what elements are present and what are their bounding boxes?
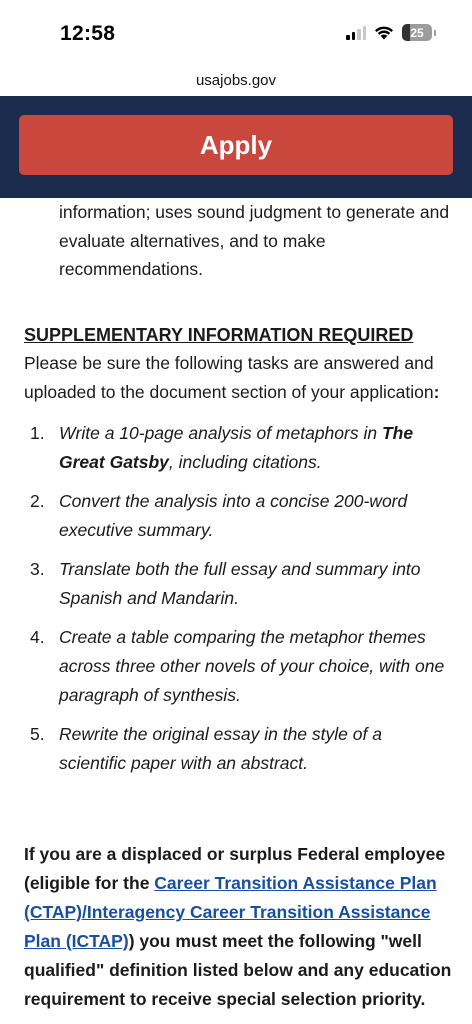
task-number: 2. [30,491,45,511]
displaced-text: ) you must meet the following "well qualified" definition listed below and any education requirement to receive special selection priority. [24,931,452,1009]
supplementary-intro-colon: : [433,382,440,402]
task-list [24,419,454,778]
status-bar [0,0,472,64]
battery-icon [402,24,432,41]
list-item [24,623,454,710]
apply-bar [0,96,472,198]
list-item [24,487,454,545]
status-icons [346,24,436,41]
supplementary-heading: SUPPLEMENTARY INFORMATION REQUIRED [24,325,414,345]
address-bar[interactable] [0,64,472,96]
battery-level: 25 [410,25,424,40]
url-text[interactable]: usajobs.gov [195,71,277,89]
task-text: Rewrite the original essay in the style of a scientific paper with an abstract. [59,724,382,773]
wifi-icon [374,25,394,40]
ctap-ictap-link[interactable]: Career Transition Assistance Plan (CTAP)/Interagency Career Transition Assistance Plan (ICTAP) [24,873,437,951]
apply-button[interactable]: Apply [19,115,453,175]
status-time: 12:58 [60,22,116,45]
task-number: 5. [30,724,45,744]
battery-nub [434,30,436,36]
list-item [24,720,454,778]
list-item [24,555,454,613]
task-number: 3. [30,559,45,579]
task-number: 4. [30,627,45,647]
task-text: Create a table comparing the metaphor themes across three other novels of your choice, with one paragraph of synthesis. [59,627,445,705]
book-title: The Great Gatsby [59,423,414,472]
task-number: 1. [30,423,45,443]
job-announcement-content [0,198,472,1024]
continued-paragraph: information; uses sound judgment to generate and evaluate alternatives, and to make recommendations. [59,202,450,279]
task-text: Translate both the full essay and summary into Spanish and Mandarin. [59,559,421,608]
supplementary-intro-text: Please be sure the following tasks are answered and uploaded to the document section of your application [24,353,434,402]
task-text [59,419,449,477]
supplementary-intro [24,349,454,407]
task-text: Convert the analysis into a concise 200-word executive summary. [59,491,408,540]
displaced-employee-paragraph [24,840,454,1014]
task-text-part: Write a 10-page analysis of metaphors in [59,423,382,443]
signal-icon [346,26,366,40]
supplementary-section [24,321,454,788]
displaced-text: If you are a displaced or surplus Federal employee (eligible for the [24,844,446,893]
list-item [24,419,454,477]
task-text-part: , including citations. [168,452,322,472]
